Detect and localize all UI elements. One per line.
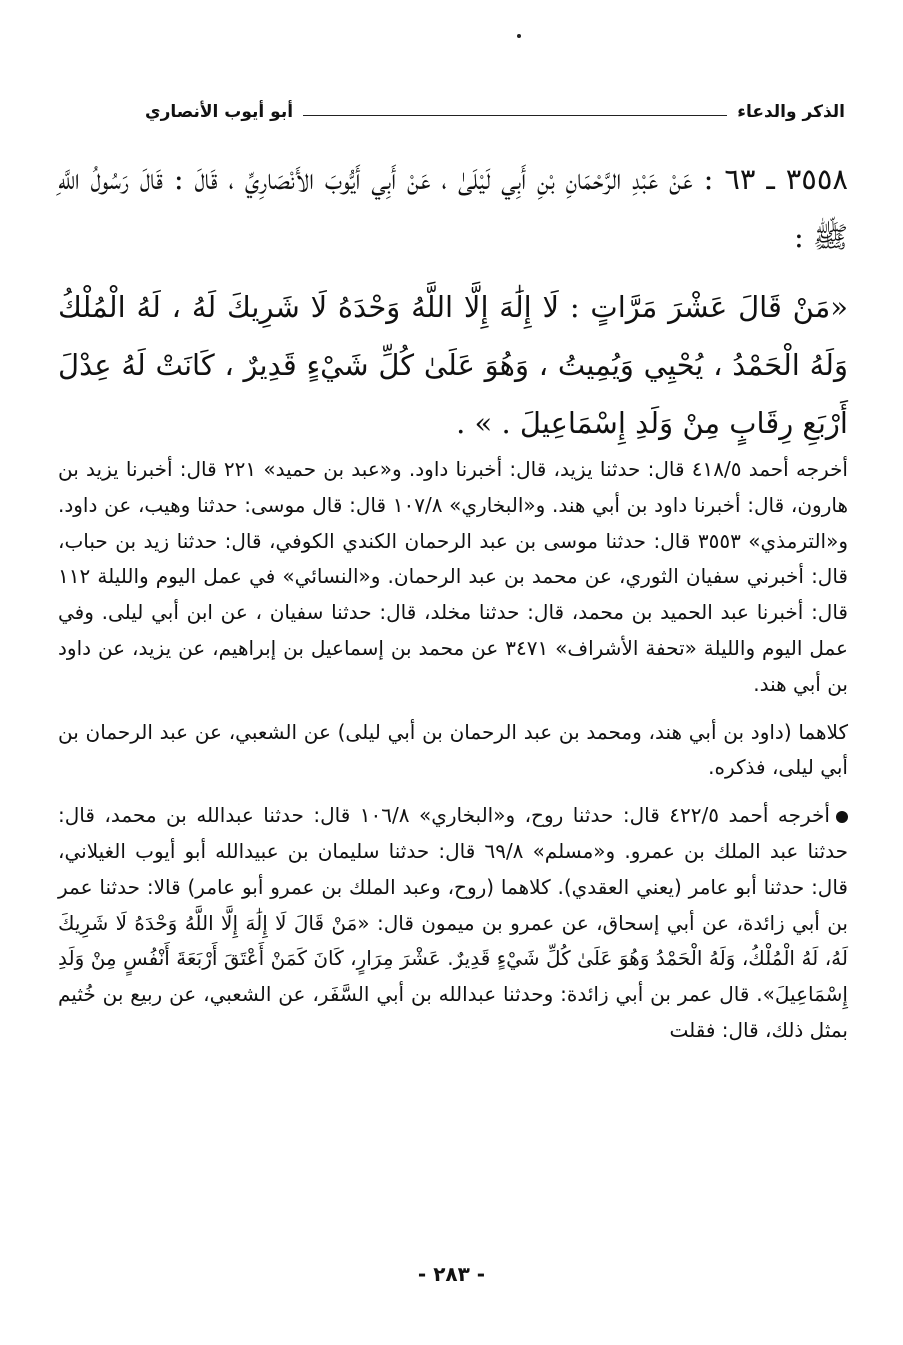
hadith-section [58, 150, 848, 452]
commentary [58, 452, 848, 1061]
commentary-paragraph-2: كلاهما (داود بن أبي هند، ومحمد بن عبد الرحمان بن أبي ليلى) عن الشعبي، عن عبد الرحمان بن أبي ليلى، فذكره. [58, 719, 848, 780]
bullet-icon [836, 811, 848, 823]
running-header [145, 98, 845, 126]
chapter-title: الذكر والدعاء [737, 102, 845, 122]
commentary-paragraph-3-text: أخرجه أحمد ٤٢٢/٥ قال: حدثنا روح، و«البخاري» ١٠٦/٨ قال: حدثنا عبدالله بن محمد، قال: حدثنا عبد الملك بن عمرو. و«مسلم» ٦٩/٨ قال: حدثنا سليمان بن عبيدالله أبو أيوب الغيلاني، قال: حدثنا أبو عامر (يعني العقدي). كلاهما (روح، وعبد الملك بن عمرو أبو عامر) قالا: حدثنا عمر بن أبي زائدة، عن أبي إسحاق، عن عمرو بن ميمون قال: «مَنْ قَالَ لَا إِلَٰهَ إِلَّا اللَّهُ وَحْدَهُ لَا شَرِيكَ لَهُ، لَهُ الْمُلْكُ، وَلَهُ الْحَمْدُ وَهُوَ عَلَىٰ كُلِّ شَيْءٍ قَدِيرٌ. عَشْرَ مِرَارٍ، كَانَ كَمَنْ أَعْتَقَ أَرْبَعَةَ أَنْفُسٍ مِنْ وَلَدِ إِسْمَاعِيلَ». قال عمر بن أبي زائدة: وحدثنا عبدالله بن أبي السَّفَر، عن الشعبي، عن ربيع بن خُثيم بمثل ذلك، قال: فقلت [58, 803, 849, 1042]
hadith-text: «مَنْ قَالَ عَشْرَ مَرَّاتٍ : لَا إِلَٰهَ إِلَّا اللَّهُ وَحْدَهُ لَا شَرِيكَ لَهُ ، لَهُ الْمُلْكُ وَلَهُ الْحَمْدُ ، يُحْيِي وَيُمِيتُ ، وَهُوَ عَلَىٰ كُلِّ شَيْءٍ قَدِيرٌ ، كَانَتْ لَهُ عِدْلَ أَرْبَعِ رِقَابٍ مِنْ وَلَدِ إِسْمَاعِيلَ . » . [58, 290, 848, 440]
page-number: - ٢٨٣ - [417, 1262, 486, 1286]
commentary-paragraph-1: أخرجه أحمد ٤١٨/٥ قال: حدثنا يزيد، قال: أخبرنا داود. و«عبد بن حميد» ٢٢١ قال: أخبرنا يزيد بن هارون، قال: أخبرنا داود بن أبي هند. و«البخاري» ١٠٧/٨ قال: قال موسى: حدثنا وهيب، عن داود. و«الترمذي» ٣٥٥٣ قال: حدثنا موسى بن عبد الرحمان الكندي الكوفي، قال: حدثنا زيد بن حباب، قال: أخبرني سفيان الثوري، عن محمد بن عبد الرحمان. و«النسائي» في عمل اليوم والليلة ١١٢ قال: أخبرنا عبد الحميد بن محمد، قال: حدثنا مخلد، قال: حدثنا سفيان ، عن ابن أبي ليلى. وفي عمل اليوم والليلة «تحفة الأشراف» ٣٤٧١ عن محمد بن إسماعيل بن إبراهيم، عن يزيد، عن داود بن أبي هند. [58, 457, 848, 696]
header-rule [303, 115, 727, 116]
narrator-title: أبو أيوب الأنصاري [145, 102, 294, 122]
commentary-paragraph-3 [58, 798, 848, 1049]
hadith-heading: ٣٥٥٨ ـ ٦٣ : عَنْ عَبْدِ الرَّحْمَانِ بْنِ أَبِي لَيْلَىٰ ، عَنْ أَبِي أَيُّوبَ الأَنْصَارِيِّ ، قَالَ : قَالَ رَسُولُ اللَّهِ ﷺ : [58, 162, 849, 254]
page-dot [517, 34, 521, 38]
